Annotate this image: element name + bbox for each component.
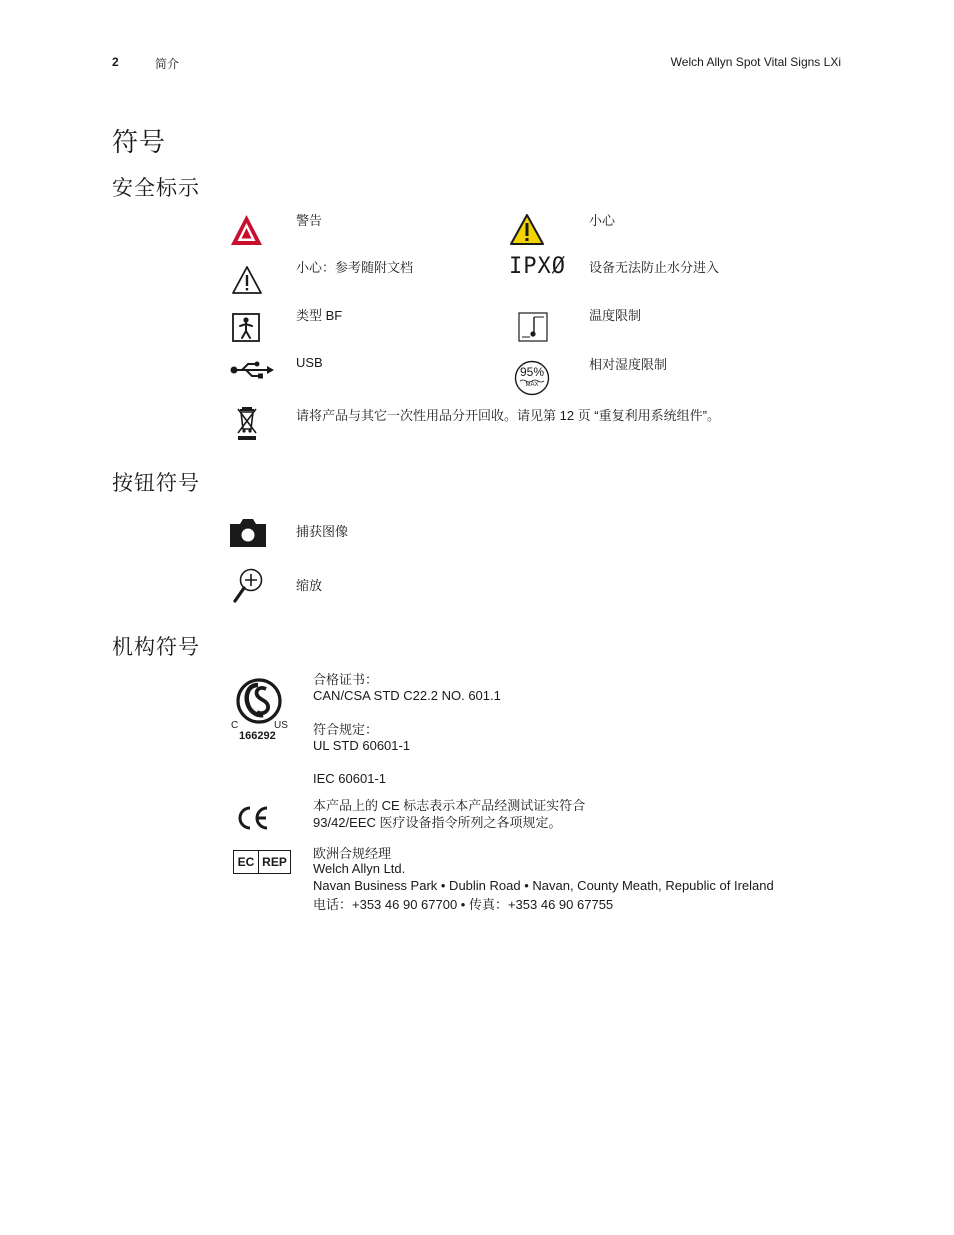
page-title: 符号 — [112, 127, 167, 157]
rep-company: Welch Allyn Ltd. — [313, 861, 406, 876]
ce-text-line1: 本产品上的 CE 标志表示本产品经测试证实符合 — [313, 798, 586, 813]
temperature-limit-icon — [518, 312, 548, 342]
humidity-max: MAX — [525, 382, 539, 388]
conform-value: UL STD 60601-1 — [313, 738, 411, 753]
button-symbols-heading: 按钮符号 — [112, 472, 200, 495]
type-bf-icon — [232, 313, 260, 342]
product-name: Welch Allyn Spot Vital Signs LXi — [670, 55, 841, 69]
usb-icon — [229, 361, 275, 379]
humidity-limit-label: 相对湿度限制 — [589, 357, 668, 372]
safety-heading: 安全标示 — [112, 177, 200, 200]
recycle-label: 请将产品与其它一次性用品分开回收。请见第 12 页 “重复利用系统组件”。 — [296, 408, 720, 423]
weee-bin-icon — [236, 405, 258, 441]
ipx0-label: 设备无法防止水分进入 — [589, 260, 720, 275]
rep-address: Navan Business Park • Dublin Road • Navan, County Meath, Republic of Ireland — [313, 878, 774, 893]
ce-text-line2: 93/42/EEC 医疗设备指令所列之各项规定。 — [313, 815, 562, 830]
warning-label: 警告 — [296, 213, 323, 228]
caution-label: 小心 — [589, 213, 616, 228]
cert-value: CAN/CSA STD C22.2 NO. 601.1 — [313, 688, 501, 703]
ce-mark-icon — [236, 805, 270, 831]
agency-symbols-heading: 机构符号 — [112, 636, 200, 659]
zoom-label: 缩放 — [296, 578, 323, 593]
cert-label: 合格证书： — [313, 672, 379, 687]
type-bf-label: 类型 BF — [296, 308, 343, 323]
csa-c-label: C — [231, 720, 239, 731]
camera-icon — [229, 518, 267, 548]
humidity-value: 95% — [519, 365, 545, 379]
temperature-limit-label: 温度限制 — [589, 308, 642, 323]
caution-docs-icon — [231, 265, 263, 295]
page-number: 2 — [112, 55, 119, 69]
ec-rep-mark — [233, 850, 291, 874]
section-name: 简介 — [155, 57, 180, 71]
ipx0-symbol: IPXØ — [509, 254, 566, 279]
csa-number: 166292 — [239, 730, 276, 742]
warning-icon — [229, 213, 264, 248]
caution-icon — [509, 213, 545, 246]
capture-image-label: 捕获图像 — [296, 524, 349, 539]
rep-label: REP — [262, 855, 287, 869]
ec-label: EC — [234, 851, 259, 873]
iec-standard: IEC 60601-1 — [313, 771, 386, 786]
zoom-in-icon — [232, 567, 264, 605]
csa-mark — [230, 676, 292, 746]
conform-label: 符合规定： — [313, 722, 379, 737]
rep-title: 欧洲合规经理 — [313, 846, 392, 861]
csa-logo-icon — [236, 676, 282, 726]
csa-us-label: US — [274, 720, 288, 731]
caution-docs-label: 小心：参考随附文档 — [296, 260, 414, 275]
humidity-limit-icon — [514, 360, 550, 396]
rep-phone: 电话：+353 46 90 67700 • 传真：+353 46 90 67755 — [313, 897, 614, 912]
usb-label: USB — [296, 355, 323, 370]
